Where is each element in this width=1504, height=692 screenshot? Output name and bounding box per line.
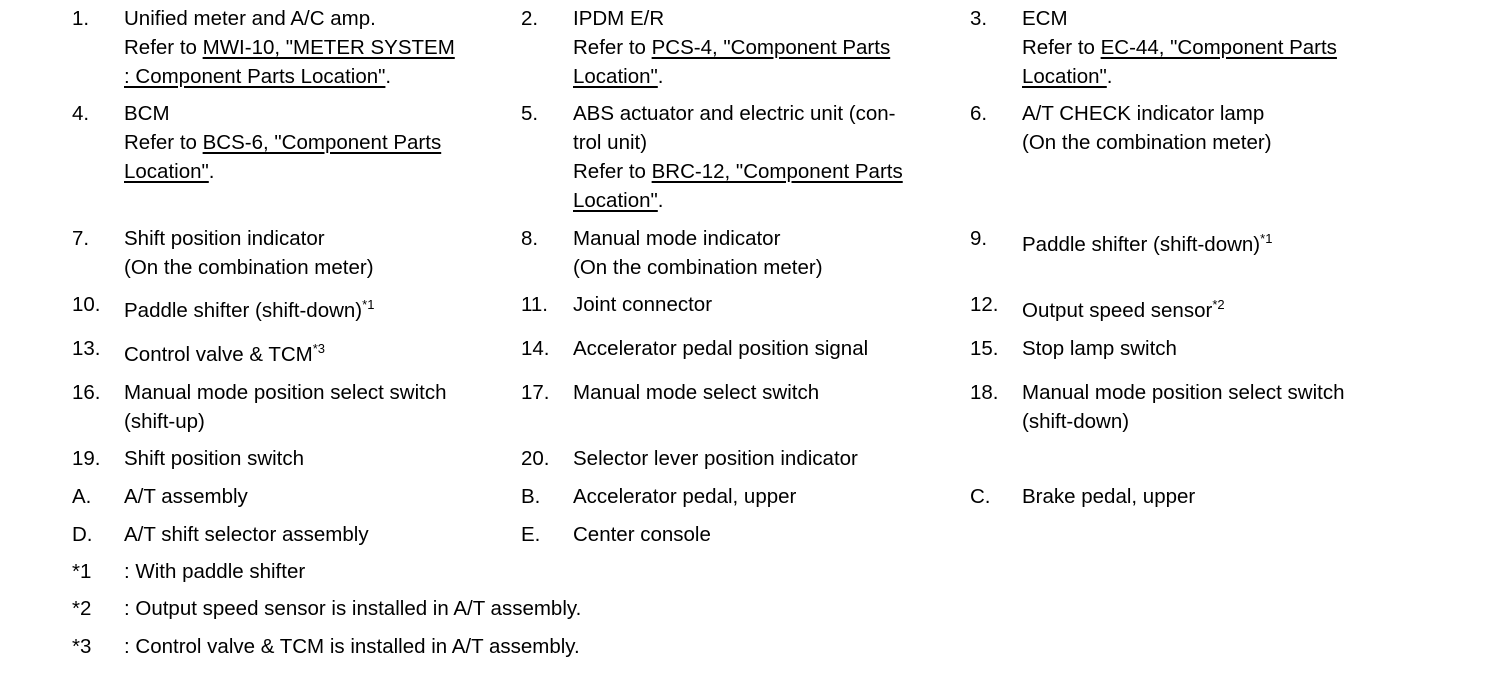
item-number: 18. bbox=[970, 381, 999, 404]
item-note: (On the combination meter) bbox=[124, 256, 374, 279]
item-number: 16. bbox=[72, 381, 101, 404]
item-number: 3. bbox=[970, 7, 988, 30]
item-name: Shift position switch bbox=[124, 447, 305, 470]
reference-suffix: . bbox=[657, 189, 664, 212]
refer-prefix: Refer to bbox=[124, 36, 203, 59]
footnote-text: : With paddle shifter bbox=[124, 560, 306, 583]
item-name: Output speed sensor bbox=[1022, 299, 1213, 322]
item-note: (shift-down) bbox=[1022, 410, 1130, 433]
reference-link[interactable]: EC-44, "Component Parts bbox=[1100, 36, 1337, 59]
reference-link[interactable]: Location" bbox=[124, 160, 209, 183]
item-name: Accelerator pedal, upper bbox=[573, 485, 797, 508]
item-number: 5. bbox=[521, 102, 539, 125]
item-name: Manual mode indicator bbox=[573, 227, 781, 250]
item-name: Stop lamp switch bbox=[1022, 337, 1177, 360]
refer-prefix: Refer to bbox=[573, 36, 652, 59]
reference-link[interactable]: PCS-4, "Component Parts bbox=[651, 36, 891, 59]
item-letter: A. bbox=[72, 485, 92, 508]
item-name: Control valve & TCM bbox=[124, 343, 313, 366]
refer-prefix: Refer to bbox=[573, 160, 652, 183]
item-name: A/T assembly bbox=[124, 485, 248, 508]
item-name: Unified meter and A/C amp. bbox=[124, 7, 376, 30]
item-note: (shift-up) bbox=[124, 410, 205, 433]
reference-link[interactable]: Location" bbox=[573, 189, 658, 212]
item-name: Paddle shifter (shift-down) bbox=[124, 299, 363, 322]
footnote-marker: *1 bbox=[1260, 231, 1273, 246]
item-number: 13. bbox=[72, 337, 101, 360]
item-number: 20. bbox=[521, 447, 550, 470]
item-name: ABS actuator and electric unit (con- bbox=[573, 102, 896, 125]
item-number: 7. bbox=[72, 227, 90, 250]
item-letter: B. bbox=[521, 485, 541, 508]
item-number: 9. bbox=[970, 227, 988, 250]
item-note: (On the combination meter) bbox=[1022, 131, 1272, 154]
footnote-mark: *1 bbox=[72, 560, 92, 583]
footnote-marker: *3 bbox=[312, 341, 326, 356]
item-name-continued: trol unit) bbox=[573, 131, 648, 154]
item-letter: C. bbox=[970, 485, 991, 508]
item-name: Paddle shifter (shift-down) bbox=[1022, 233, 1261, 256]
item-name: ECM bbox=[1022, 7, 1068, 30]
reference-link[interactable]: Location" bbox=[1022, 65, 1107, 88]
item-number: 10. bbox=[72, 293, 101, 316]
item-name: Accelerator pedal position signal bbox=[573, 337, 869, 360]
reference-link[interactable]: Location" bbox=[573, 65, 658, 88]
reference-suffix: . bbox=[1106, 65, 1113, 88]
item-letter: D. bbox=[72, 523, 93, 546]
item-note: (On the combination meter) bbox=[573, 256, 823, 279]
item-name: Brake pedal, upper bbox=[1022, 485, 1196, 508]
footnote-text: : Output speed sensor is installed in A/T assembly. bbox=[124, 597, 582, 620]
item-name: A/T CHECK indicator lamp bbox=[1022, 102, 1265, 125]
item-number: 14. bbox=[521, 337, 550, 360]
item-letter: E. bbox=[521, 523, 541, 546]
item-name: Manual mode select switch bbox=[573, 381, 820, 404]
item-number: 6. bbox=[970, 102, 988, 125]
item-number: 19. bbox=[72, 447, 101, 470]
reference-link[interactable]: BCS-6, "Component Parts bbox=[202, 131, 442, 154]
item-name: Center console bbox=[573, 523, 711, 546]
item-name: Shift position indicator bbox=[124, 227, 325, 250]
footnote-mark: *3 bbox=[72, 635, 92, 658]
item-number: 8. bbox=[521, 227, 539, 250]
item-name: Manual mode position select switch bbox=[124, 381, 447, 404]
item-number: 11. bbox=[521, 293, 548, 316]
item-number: 17. bbox=[521, 381, 550, 404]
refer-prefix: Refer to bbox=[124, 131, 203, 154]
item-name: Selector lever position indicator bbox=[573, 447, 858, 470]
item-number: 4. bbox=[72, 102, 90, 125]
footnote-marker: *2 bbox=[1212, 297, 1225, 312]
footnote-marker: *1 bbox=[362, 297, 375, 312]
item-name: Joint connector bbox=[573, 293, 713, 316]
reference-suffix: . bbox=[208, 160, 215, 183]
item-number: 15. bbox=[970, 337, 999, 360]
item-name: A/T shift selector assembly bbox=[124, 523, 369, 546]
reference-link[interactable]: : Component Parts Location" bbox=[124, 65, 386, 88]
item-name: BCM bbox=[124, 102, 170, 125]
reference-suffix: . bbox=[385, 65, 392, 88]
reference-suffix: . bbox=[657, 65, 664, 88]
reference-link[interactable]: BRC-12, "Component Parts bbox=[651, 160, 903, 183]
reference-link[interactable]: MWI-10, "METER SYSTEM bbox=[202, 36, 455, 59]
item-name: IPDM E/R bbox=[573, 7, 665, 30]
footnote-mark: *2 bbox=[72, 597, 92, 620]
item-number: 12. bbox=[970, 293, 999, 316]
refer-prefix: Refer to bbox=[1022, 36, 1101, 59]
footnote-text: : Control valve & TCM is installed in A/T assembly. bbox=[124, 635, 580, 658]
item-number: 1. bbox=[72, 7, 90, 30]
item-number: 2. bbox=[521, 7, 539, 30]
item-name: Manual mode position select switch bbox=[1022, 381, 1345, 404]
